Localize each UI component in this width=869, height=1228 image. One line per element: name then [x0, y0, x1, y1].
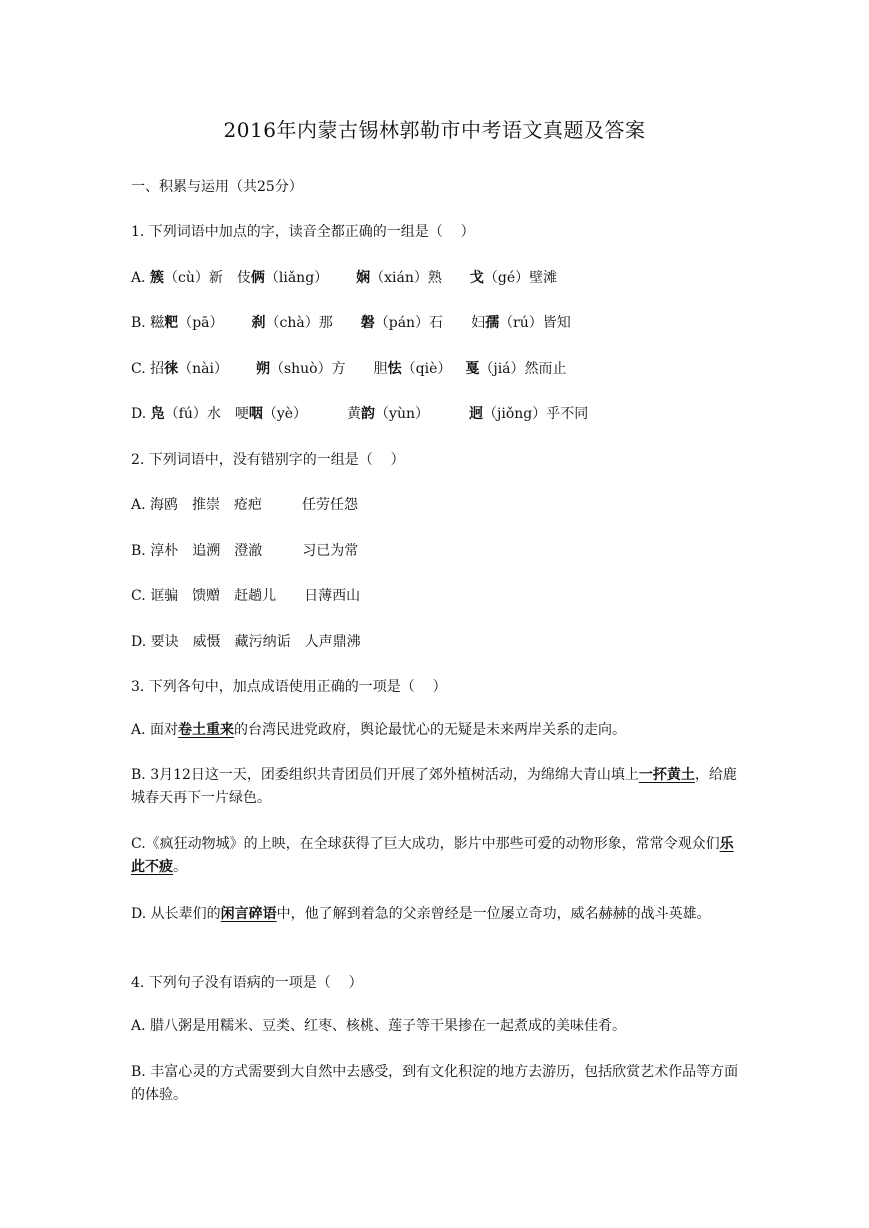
option-text: B. 3月12日这一天，团委组织共青团员们开展了郊外植树活动，为绵绵大青山填上 — [131, 767, 639, 783]
dotted-char: 刹 — [251, 315, 266, 331]
dotted-char: 磐 — [360, 315, 375, 331]
dotted-char: 粑 — [164, 315, 179, 331]
question-4-option-a: A. 腊八粥是用糯米、豆类、红枣、核桃、莲子等干果掺在一起煮成的美味佳肴。 — [131, 1018, 627, 1034]
question-4-option-b: B. 丰富心灵的方式需要到大自然中去感受，到有文化积淀的地方去游历，包括欣赏艺术作品等方面的体验。 — [131, 1064, 739, 1103]
word: 诓骗 — [150, 588, 179, 604]
pinyin: （yùn） — [375, 406, 429, 422]
option-text: A. 面对 — [131, 722, 179, 738]
pinyin: （cù）新 — [164, 270, 223, 286]
dotted-char: 俩 — [250, 270, 265, 286]
word: 追溯 — [192, 543, 221, 559]
question-2-stem: 2. 下列词语中，没有错别字的一组是（ ） — [131, 452, 405, 468]
option-text: 。 — [173, 859, 187, 875]
pinyin: （gé）壁滩 — [483, 270, 558, 286]
word: 威慑 — [192, 634, 221, 650]
question-3-option-d — [131, 903, 741, 926]
word: 要诀 — [150, 634, 179, 650]
dotted-char: 朔 — [255, 361, 270, 377]
question-4-stem: 4. 下列句子没有语病的一项是（ ） — [131, 975, 363, 991]
word: 澄澈 — [234, 543, 263, 559]
pinyin: （jiá）然而止 — [479, 361, 567, 377]
pinyin: （yè） — [262, 406, 308, 422]
pinyin: （shuò）方 — [269, 361, 346, 377]
option-label: A. — [131, 497, 151, 513]
word: 推崇 — [192, 497, 221, 513]
plain-char: 黄 — [347, 406, 362, 422]
dotted-char: 凫 — [150, 406, 165, 422]
plain-char: 招 — [150, 361, 165, 377]
option-label: D. — [131, 634, 151, 650]
word: 人声鼎沸 — [304, 634, 361, 650]
underlined-idiom: 乐此不疲 — [131, 836, 734, 875]
option-text: 的台湾民进党政府，舆论最忧心的无疑是未来两岸关系的走向。 — [234, 722, 627, 738]
option-label: B. — [131, 543, 151, 559]
word: 疮疤 — [234, 497, 263, 513]
option-label: B. — [131, 315, 151, 331]
question-3-option-c — [131, 833, 741, 879]
word: 淳朴 — [150, 543, 179, 559]
question-1-option-a — [131, 267, 557, 287]
dotted-char: 簇 — [150, 270, 165, 286]
word: 藏污纳诟 — [234, 634, 291, 650]
document-title: 2016年内蒙古锡林郭勒市中考语文真题及答案 — [223, 118, 646, 142]
pinyin: （nài） — [178, 361, 228, 377]
pinyin: （qiè） — [401, 361, 452, 377]
dotted-char: 韵 — [361, 406, 376, 422]
question-1-option-c — [131, 358, 567, 378]
pinyin: （xián）熟 — [370, 270, 442, 286]
option-text: ，给鹿城春天再下一片绿色。 — [131, 767, 737, 806]
option-label: A. — [131, 270, 151, 286]
pinyin: （pán）石 — [374, 315, 444, 331]
plain-char: 伎 — [236, 270, 251, 286]
question-3-option-a — [131, 719, 741, 742]
option-label: D. — [131, 406, 151, 422]
word: 日薄西山 — [304, 588, 361, 604]
pinyin: （jiǒng）乎不同 — [483, 406, 589, 422]
option-label: C. — [131, 361, 151, 377]
underlined-idiom: 一抔黄土 — [638, 767, 695, 783]
dotted-char: 娴 — [356, 270, 371, 286]
dotted-char: 咽 — [248, 406, 263, 422]
dotted-char: 戛 — [465, 361, 480, 377]
plain-char: 妇 — [471, 315, 486, 331]
dotted-char: 徕 — [164, 361, 179, 377]
word: 习已为常 — [302, 543, 359, 559]
pinyin: （liǎng） — [264, 270, 329, 286]
section-heading: 一、积累与运用（共25分） — [131, 179, 303, 195]
dotted-char: 戈 — [469, 270, 484, 286]
plain-char: 胆 — [373, 361, 388, 377]
question-2-option-b — [131, 540, 358, 560]
pinyin: （pā） — [178, 315, 224, 331]
question-1-option-d — [131, 403, 588, 423]
option-label: C. — [131, 588, 151, 604]
question-2-option-d — [131, 631, 361, 651]
question-2-option-a — [131, 494, 358, 514]
question-1-stem: 1. 下列词语中加点的字，读音全都正确的一组是（ ） — [131, 224, 475, 240]
plain-char: 哽 — [234, 406, 249, 422]
underlined-idiom: 闲言碎语 — [220, 906, 277, 922]
option-text: 中，他了解到着急的父亲曾经是一位屡立奇功，威名赫赫的战斗英雄。 — [276, 906, 711, 922]
question-2-option-c — [131, 585, 360, 605]
plain-char: 糍 — [150, 315, 165, 331]
underlined-idiom: 卷土重来 — [178, 722, 235, 738]
question-1-option-b — [131, 312, 571, 332]
dotted-char: 孺 — [485, 315, 500, 331]
word: 赶趟儿 — [234, 588, 277, 604]
option-text: D. 从长辈们的 — [131, 906, 221, 922]
dotted-char: 迥 — [469, 406, 483, 422]
question-3-stem: 3. 下列各句中，加点成语使用正确的一项是（ ） — [131, 679, 447, 695]
pinyin: （fú）水 — [164, 406, 221, 422]
word: 海鸥 — [150, 497, 179, 513]
option-text: C.《疯狂动物城》的上映，在全球获得了巨大成功，影片中那些可爱的动物形象，常常令观众们 — [131, 836, 720, 852]
pinyin: （chà）那 — [265, 315, 333, 331]
dotted-char: 怯 — [387, 361, 402, 377]
question-3-option-b — [131, 764, 741, 810]
word: 馈赠 — [192, 588, 221, 604]
pinyin: （rú）皆知 — [499, 315, 571, 331]
word: 任劳任怨 — [302, 497, 359, 513]
